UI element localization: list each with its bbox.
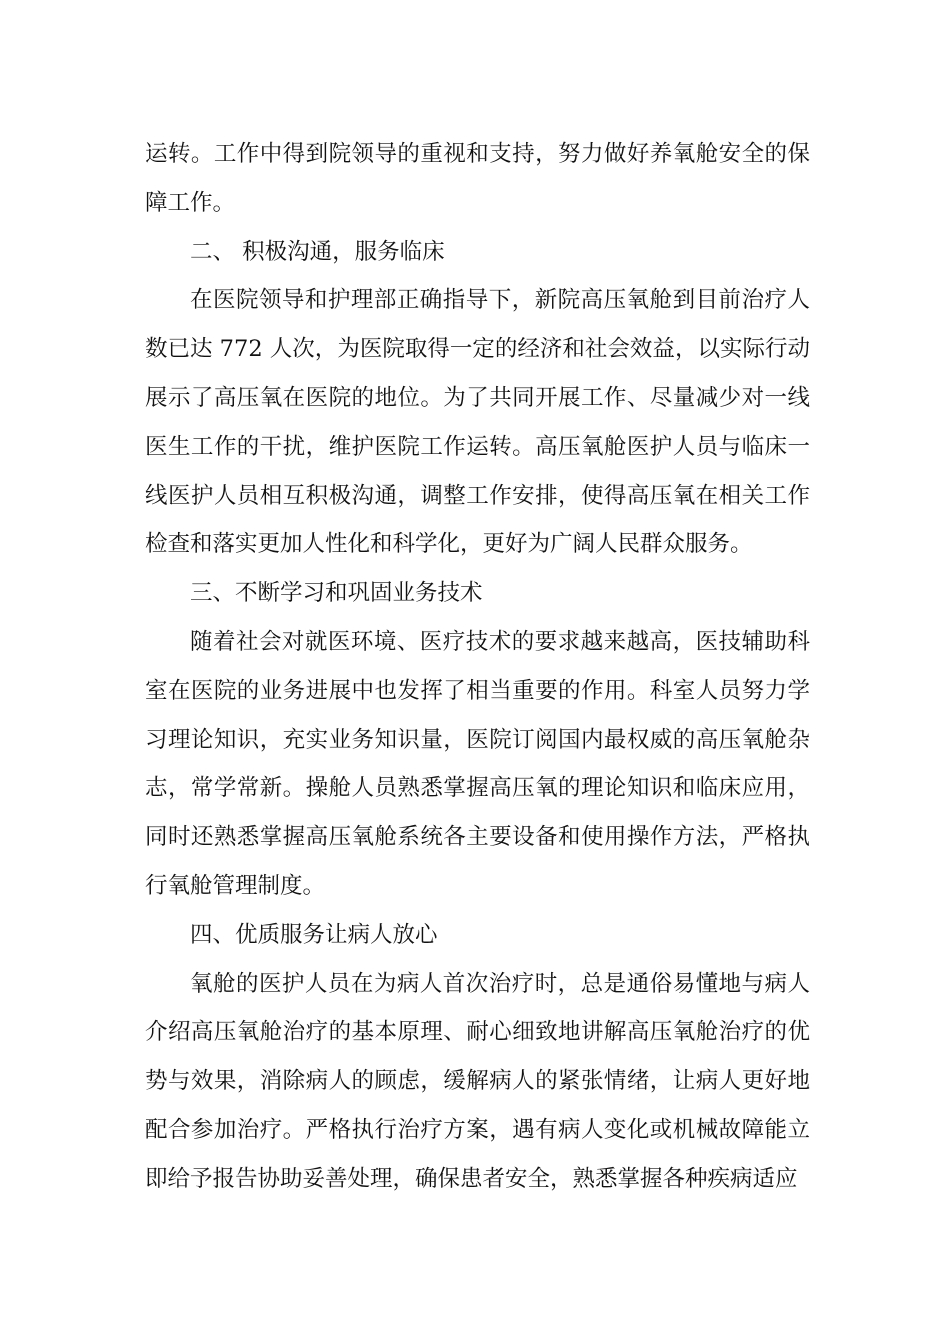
section-heading-service: 四、优质服务让病人放心 bbox=[190, 921, 438, 948]
section-heading-communication: 二、 积极沟通，服务临床 bbox=[190, 238, 445, 265]
paragraph-communication: 在医院领导和护理部正确指导下，新院高压氧舱到目前治疗人数已达 772 人次，为医院取得一定的经济和社会效益，以实际行动展示了高压氧在医院的地位。为了共同开展工作、尽量减少对一线医生工作的干扰，维护医院工作运转。高压氧舱医护人员与临床一线医护人员相互积极沟通，调整工作安排，使得高压氧在相关工作检查和落实更加人性化和科学化，更好为广阔人民群众服务。 bbox=[145, 287, 810, 558]
paragraph-learning: 随着社会对就医环境、医疗技术的要求越来越高，医技辅助科室在医院的业务进展中也发挥了相当重要的作用。科室人员努力学习理论知识，充实业务知识量，医院订阅国内最权威的高压氧舱杂志，常学常新。操舱人员熟悉掌握高压氧的理论知识和临床应用，同时还熟悉掌握高压氧舱系统各主要设备和使用操作方法，严格执行氧舱管理制度。 bbox=[145, 628, 810, 899]
document-body bbox=[145, 130, 810, 1204]
section-heading-learning: 三、不断学习和巩固业务技术 bbox=[190, 580, 483, 607]
paragraph-continuation: 运转。工作中得到院领导的重视和支持，努力做好养氧舱安全的保障工作。 bbox=[145, 141, 810, 216]
paragraph-service: 氧舱的医护人员在为病人首次治疗时，总是通俗易懂地与病人介绍高压氧舱治疗的基本原理、耐心细致地讲解高压氧舱治疗的优势与效果，消除病人的顾虑，缓解病人的紧张情绪，让病人更好地配合参加治疗。严格执行治疗方案，遇有病人变化或机械故障能立即给予报告协助妥善处理，确保患者安全，熟悉掌握各种疾病适应 bbox=[145, 970, 810, 1192]
